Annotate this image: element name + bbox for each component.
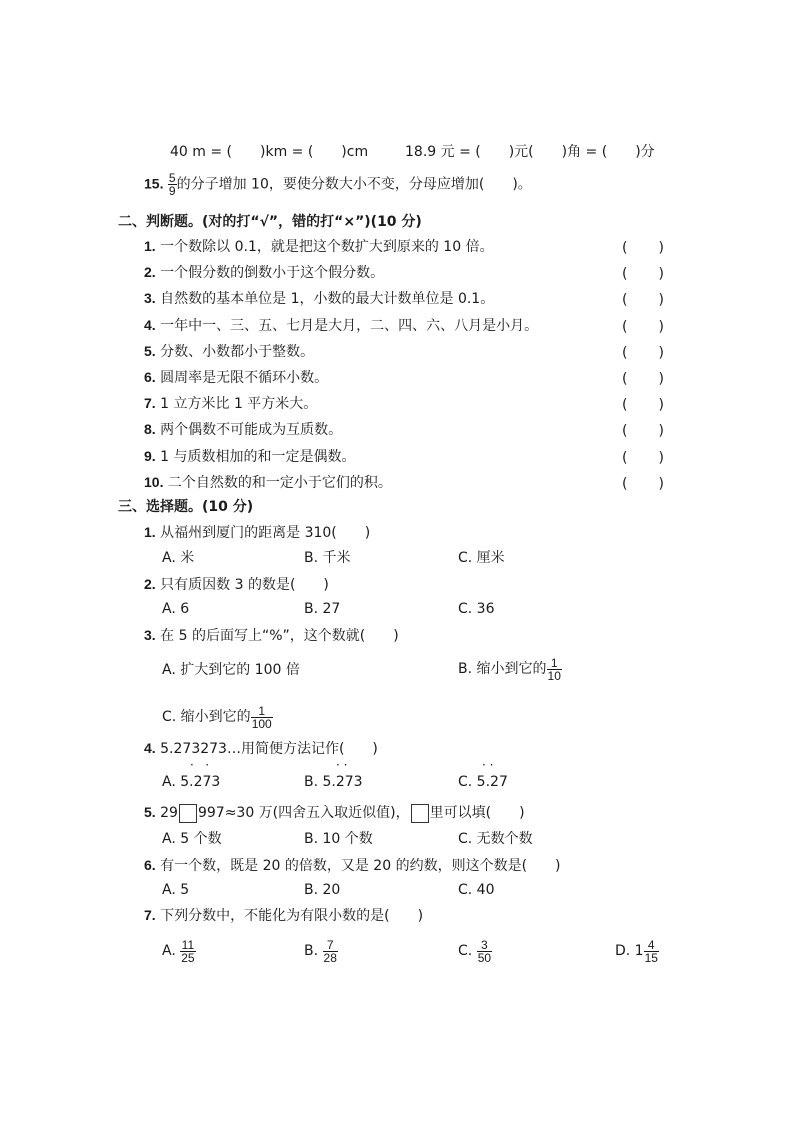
section-2-title: 二、判断题。(对的打“√”，错的打“×”)(10 分) [118,214,422,230]
option-b: B. $\frac{7}{28}$ [304,937,337,965]
option-d: D. 1 $\frac{4}{15}$ [615,937,658,965]
repeating-dots: · · [336,758,348,772]
option-a: A. 米 [162,550,195,566]
answer-parentheses[interactable]: ( ) [622,449,665,466]
true-false-item [144,316,538,335]
question-number: 2. [144,576,156,592]
blank-box [411,804,429,823]
fraction: $\frac{1}{10}$ [547,655,561,683]
answer-parentheses[interactable]: ( ) [622,371,665,387]
conversion-money: 18.9 元 = ( )元( )角 = ( )分 [405,144,655,160]
option-a: A. 5 [162,882,190,898]
question-number: 9. [144,447,156,464]
question-number: 1. [144,524,156,540]
option-b: B. 5.273 [304,774,363,790]
question-text: 分数、小数都小于整数。 [160,343,315,360]
answer-parentheses[interactable]: ( ) [622,240,665,256]
choice-question-4 [144,739,378,758]
question-text: 有一个数，既是 20 的倍数，又是 20 的约数，则这个数是( ) [160,858,561,874]
choice-question-5: 5. 29 997≈30 万(四舍五入取近似值)， 里可以填( ) [144,804,525,821]
question-number: 5. [144,804,156,820]
option-c: C. 40 [458,882,495,898]
choice-question-2 [144,575,329,594]
option-a: A. 5 个数 [162,831,222,847]
conversion-length: 40 m = ( )km = ( )cm [170,144,369,160]
fraction: $\frac{1}{100}$ [251,703,272,731]
question-text: 在 5 的后面写上“%”，这个数就( ) [160,628,399,644]
option-b: B. 缩小到它的 $\frac{1}{10}$ [458,655,561,683]
question-text: 一个数除以 0.1，就是把这个数扩大到原来的 10 倍。 [160,239,494,255]
fraction: $\frac{7}{28}$ [323,937,337,965]
question-text: 1 与质数相加的和一定是偶数。 [160,448,356,465]
question-text: 只有质因数 3 的数是( ) [160,577,329,593]
answer-parentheses[interactable]: ( ) [622,423,665,440]
option-c: C. $\frac{3}{50}$ [458,937,492,965]
true-false-item [144,473,392,492]
true-false-item [144,237,494,256]
true-false-item [144,447,356,466]
true-false-item [144,420,342,439]
option-a: A. 5.273 [162,774,221,790]
choice-question-7 [144,906,423,925]
question-number: 2. [144,264,156,281]
repeating-dots: · · [482,758,494,772]
question-15 [144,172,532,197]
option-c: C. 5.27 [458,774,508,790]
question-text: 一个假分数的倒数小于这个假分数。 [160,265,385,282]
blank-box [179,804,197,823]
option-c: C. 无数个数 [458,831,533,847]
true-false-item [144,289,494,308]
repeating-dots: · · [190,758,210,772]
option-b: B. 10 个数 [304,831,373,847]
true-false-item [144,263,384,282]
choice-question-1 [144,523,370,542]
question-number: 7. [144,907,156,923]
option-a: A. 6 [162,601,190,617]
question-number: 3. [144,290,156,307]
question-number: 4. [144,316,156,333]
question-number: 15. [144,175,164,192]
fraction: $\frac{11}{25}$ [181,937,195,965]
question-number: 8. [144,421,156,438]
answer-parentheses[interactable]: ( ) [622,266,665,283]
true-false-item [144,342,314,361]
answer-parentheses[interactable]: ( ) [622,292,665,309]
true-false-item [144,368,328,387]
question-text: 的分子增加 10，要使分数大小不变，分母应增加( )。 [176,176,532,193]
question-number: 7. [144,395,156,412]
question-number: 6. [144,857,156,873]
question-text: 圆周率是无限不循环小数。 [160,370,329,386]
question-text: 二个自然数的和一定小于它们的积。 [167,474,392,491]
answer-parentheses[interactable]: ( ) [622,397,665,414]
option-c: C. 缩小到它的 $\frac{1}{100}$ [162,703,272,731]
fraction: $\frac{3}{50}$ [477,937,492,965]
question-number: 10. [144,473,164,490]
section-3-title: 三、选择题。(10 分) [118,499,254,515]
option-a: A. 扩大到它的 100 倍 [162,662,300,678]
question-text: 下列分数中，不能化为有限小数的是( ) [160,908,424,924]
option-a: A. $\frac{11}{25}$ [162,937,195,965]
question-text: 一年中一、三、五、七月是大月，二、四、六、八月是小月。 [160,317,539,334]
question-number: 1. [144,238,156,254]
answer-parentheses[interactable]: ( ) [622,344,665,361]
question-text: 从福州到厦门的距离是 310( ) [160,525,371,541]
option-b: B. 27 [304,601,341,617]
choice-question-6 [144,856,561,875]
answer-parentheses[interactable]: ( ) [622,318,665,335]
question-number: 3. [144,627,156,643]
question-number: 5. [144,342,156,359]
option-c: C. 厘米 [458,550,505,566]
question-text: 5.273273…用简便方法记作( ) [160,741,378,757]
question-number: 6. [144,369,156,385]
question-number: 4. [144,740,156,756]
choice-question-3 [144,626,399,645]
fraction: $\frac{4}{15}$ [644,937,658,965]
option-b: B. 千米 [304,550,351,566]
option-b: B. 20 [304,882,341,898]
true-false-item [144,394,317,413]
question-text: 自然数的基本单位是 1，小数的最大计数单位是 0.1。 [160,291,495,308]
question-text: 两个偶数不可能成为互质数。 [160,422,343,439]
option-c: C. 36 [458,601,495,617]
question-text: 1 立方米比 1 平方米大。 [160,396,318,413]
answer-parentheses[interactable]: ( ) [622,475,665,492]
fraction: $\frac{5}{9}$ [168,171,176,198]
